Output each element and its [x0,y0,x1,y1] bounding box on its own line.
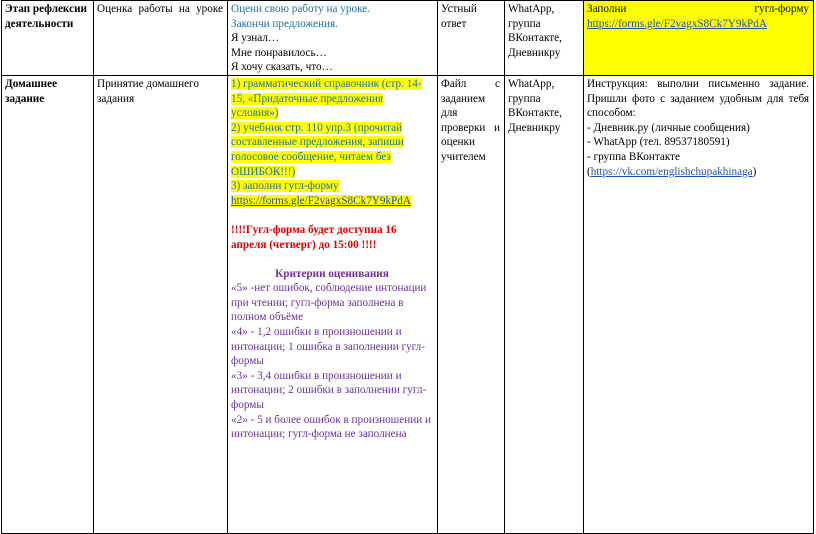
form-link[interactable]: https://forms.gle/F2vagxS8Ck7Y9kPdA [587,17,767,30]
vk-link[interactable]: https://vk.com/englishchupakhinaga [590,165,753,178]
criteria-item: «5» -нет ошибок, соблюдение интонации при чтении; гугл-форма заполнена в полном объёме [231,282,427,324]
content-line: Закончи предложения. [231,17,338,30]
stage-cell: Домашнее задание [2,75,94,533]
homework-item: 1) грамматический справочник (стр. 14-15, «Придаточные предложения условия») [231,77,422,120]
stage-cell: Этап рефлексии деятельности [2,1,94,76]
instruction-text: Заполни гугл-форму [587,3,809,15]
homework-item: 2) учебник стр. 110 упр.3 (прочитай составленные предложения, запиши голосовое сообщение, читаем без ОШИБОК!!!) [231,121,404,178]
instruction-option: - WhatApp (тел. 89537180591) [587,136,730,149]
content-line: Я хочу сказать, что… [231,61,333,74]
instruction-lead: Инструкция: выполни письменно задание. Пришли фото с заданием удобным для тебя способом: [587,77,809,120]
criteria-item: «4» - 1,2 ошибки в произношении и интонации; 1 ошибка в заполнении гугл-формы [231,326,425,368]
content-line: Я узнал… [231,32,280,45]
instruction-option: - Дневник.ру (личные сообщения) [587,121,750,134]
channel-cell: WhatApp, группа ВКонтакте, Дневникру [505,1,584,76]
content-line: Оцени свою работу на уроке. [231,3,371,15]
criteria-item: «2» - 5 и более ошибок в произношении и интонации; гугл-форма не заполнена [231,413,432,441]
content-line: Мне понравилось… [231,46,327,59]
content-cell [228,1,438,76]
instruction-cell [584,1,814,76]
goal-cell: Оценка работы на уроке [94,1,228,76]
spacer [231,252,433,267]
instruction-cell [584,75,814,533]
table-row-homework [2,75,814,533]
content-cell [228,75,438,533]
table-row-reflection [2,1,814,76]
form-cell: Файл с заданием для проверки и оценки учителем [438,75,505,533]
instruction-option-link-line: (https://vk.com/englishchupakhinaga) [587,165,757,178]
deadline-notice: !!!!Гугл-форма будет доступна 16 апреля (четверг) до 15:00 !!!! [231,223,397,251]
spacer [231,208,433,223]
criteria-title: Критерии оценивания [275,267,389,280]
form-cell: Устный ответ [438,1,505,76]
criteria-item: «3» - 3,4 ошибки в произношении и интонации; 2 ошибки в заполнении гугл-формы [231,369,427,412]
lesson-plan-table [1,0,814,534]
channel-cell: WhatApp, группа ВКонтакте, Дневникру [505,75,584,533]
homework-form-link[interactable]: https://forms.gle/F2vagxS8Ck7Y9kPdA [231,194,411,207]
homework-item: 3) заполни гугл-форму [231,180,339,193]
instruction-option: - группа ВКонтакте [587,150,680,163]
goal-cell: Принятие домашнего задания [94,75,228,533]
